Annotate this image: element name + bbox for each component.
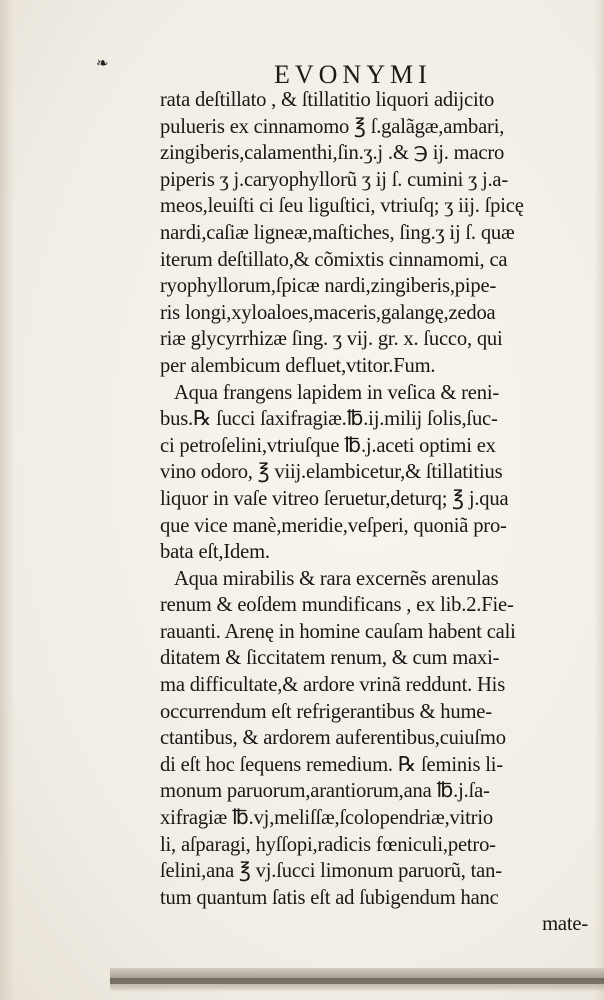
text-line: meos,leuiſti ci ſeu liguſtici, vtriuſq; ʒ iij. ſpicę bbox=[160, 195, 524, 218]
text-line: li, aſparagi, hyſſopi,radicis fœniculi,petro- bbox=[160, 833, 496, 856]
text-line: riæ glycyrrhizæ ſing. ʒ vij. gr. x. ſucco, qui bbox=[160, 328, 503, 351]
text-line: renum & eoſdem mundificans , ex lib.2.Fie- bbox=[160, 594, 514, 617]
body-text bbox=[160, 87, 602, 938]
text-line: per alembicum defluet,vtitor.Fum. bbox=[160, 354, 436, 377]
text-line: bata eſt,Idem. bbox=[160, 541, 270, 564]
text-line: que vice manè,meridie,veſperi, quoniã pro- bbox=[160, 514, 507, 537]
text-line: di eſt hoc ſequens remedium. ℞ ſeminis li- bbox=[160, 753, 503, 776]
text-line: zingiberis,calamenthi,ſin.ʒ.j .& ℈ ij. macro bbox=[160, 142, 505, 165]
text-line: rauanti. Arenę in homine cauſam habent cali bbox=[160, 620, 516, 643]
text-line: bus.℞ ſucci ſaxifragiæ.℔.ij.milij ſolis,ſuc- bbox=[160, 408, 498, 431]
text-line: liquor in vaſe vitreo ſeruetur,deturq; ℥ j.qua bbox=[160, 487, 509, 510]
text-line: iterum deſtillato,& cõmixtis cinnamomi, ca bbox=[160, 248, 508, 271]
text-line: Aqua frangens lapidem in veſica & reni- bbox=[174, 381, 500, 404]
text-line: ci petroſelini,vtriuſque ℔.j.aceti optimi ex bbox=[160, 434, 496, 457]
text-line: ryophyllorum,ſpicæ nardi,zingiberis,pipe- bbox=[160, 275, 497, 298]
page-bottom-shadow bbox=[110, 978, 604, 984]
text-line: monum paruorum,arantiorum,ana ℔.j.ſa- bbox=[160, 780, 490, 803]
text-line: piperis ʒ j.caryophyllorũ ʒ ij ſ. cumini ʒ j.a- bbox=[160, 168, 509, 191]
text-line: rata deſtillato , & ſtillatitio liquori adijcito bbox=[160, 89, 495, 111]
text-line: ditatem & ſiccitatem renum, & cum maxi- bbox=[160, 647, 500, 670]
text-line: xifragiæ ℔.vj,meliſſæ,ſcolopendriæ,vitrio bbox=[160, 807, 493, 830]
text-line: ctantibus, & ardorem auferentibus,cuiuſmo bbox=[160, 727, 506, 750]
text-line: pulueris ex cinnamomo ℥ ſ.galãgæ,ambari, bbox=[160, 115, 505, 138]
text-line: occurrendum eſt refrigerantibus & hume- bbox=[160, 700, 492, 723]
text-line: tum quantum ſatis eſt ad ſubigendum hanc bbox=[160, 886, 499, 909]
text-line: ſelini,ana ℥ vj.ſucci limonum paruorũ, tan- bbox=[160, 860, 502, 883]
gutter-shadow bbox=[0, 0, 14, 1000]
text-line: Aqua mirabilis & rara excernẽs arenulas bbox=[174, 567, 499, 590]
text-line: ris longi,xyloaloes,maceris,galangę,zedoa bbox=[160, 301, 496, 324]
text-line: ma difficultate,& ardore vrinã reddunt. His bbox=[160, 674, 506, 697]
text-line: vino odoro, ℥ viij.elambicetur,& ſtillatitius bbox=[160, 461, 503, 484]
catchword: mate- bbox=[542, 913, 588, 936]
text-line: nardi,caſiæ ligneæ,maſtiches, ſing.ʒ ij ſ. quæ bbox=[160, 221, 515, 244]
running-head: EVONYMI bbox=[274, 60, 432, 89]
page-header bbox=[96, 54, 576, 90]
printers-mark-icon: ❧ bbox=[96, 54, 109, 72]
